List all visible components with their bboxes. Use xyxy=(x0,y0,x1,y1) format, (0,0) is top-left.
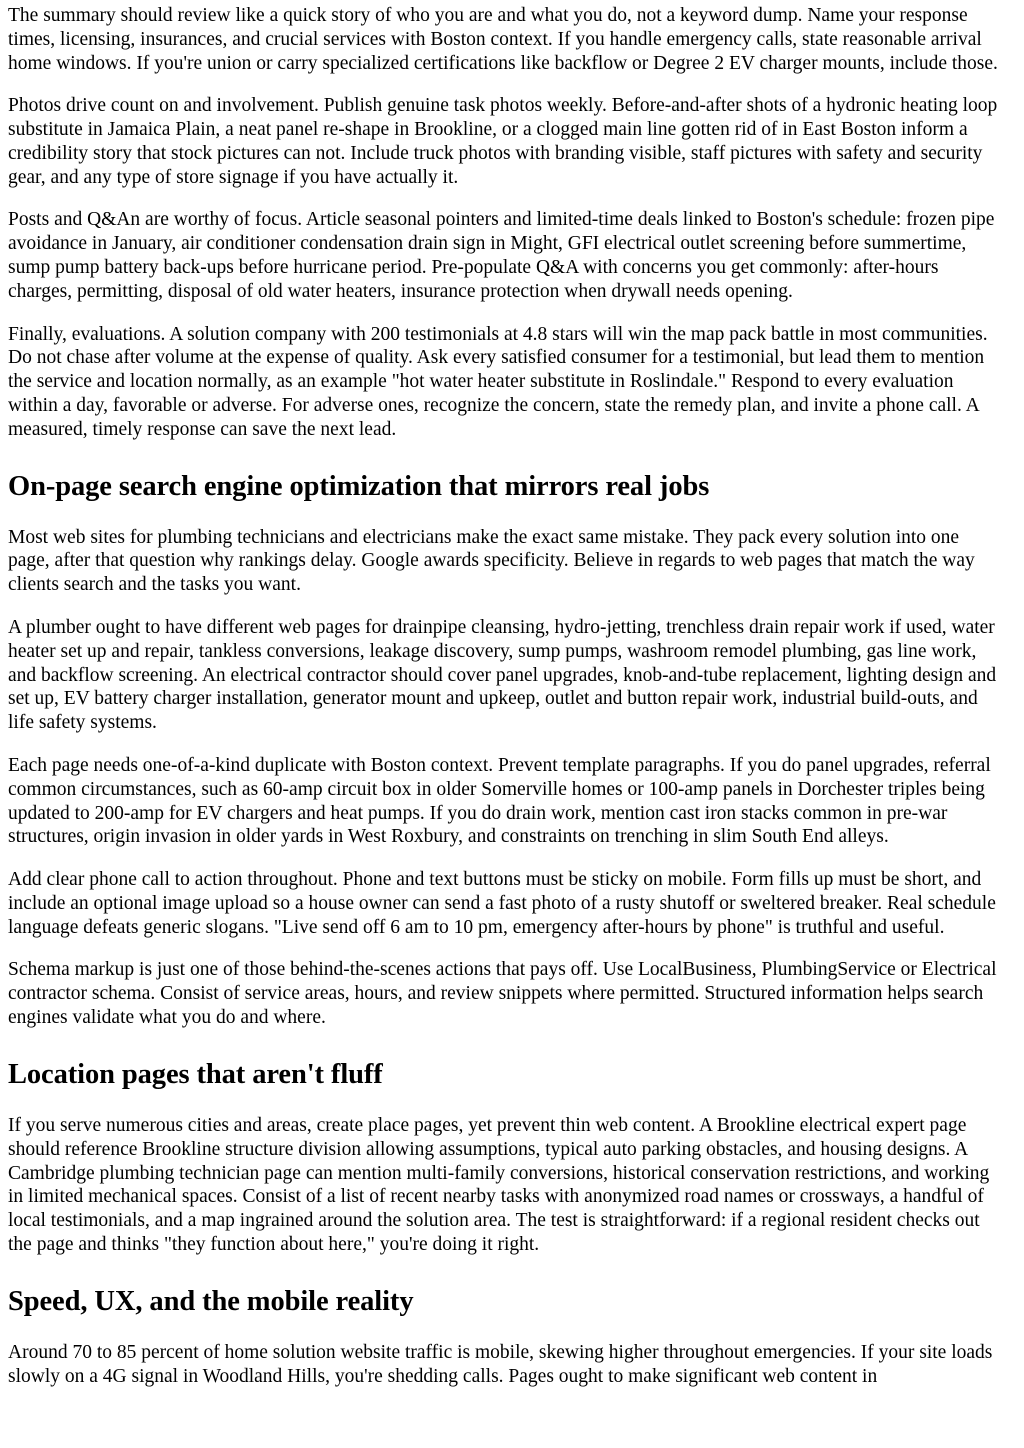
paragraph-posts-and-qa: Posts and Q&An are worthy of focus. Article seasonal pointers and limited-time deals linked to Boston's schedule: frozen pipe avoidance in January, air conditioner condensation drain sign in Might, GFI electrical outlet screening before summertime, sump pump battery back-ups before hurricane period. Pre-populate Q&A with concerns you get commonly: after-hours charges, permitting, disposal of old water heaters, insurance protection when drywall needs opening. xyxy=(8,209,995,302)
heading-speed-ux-mobile: Speed, UX, and the mobile reality xyxy=(8,1285,414,1317)
paragraph-same-mistake: Most web sites for plumbing technicians and electricians make the exact same mistake. They pack every solution into one page, after that question why rankings delay. Google awards specificity. Believe in regards to web pages that match the way clients search and the tasks you want. xyxy=(8,526,975,596)
paragraph-summary-review: The summary should review like a quick story of who you are and what you do, not a keyword dump. Name your response times, licensing, insurances, and crucial services with Boston context. If you handle emergency calls, state reasonable arrival home windows. If you're union or carry specialized certifications like backflow or Degree 2 EV charger mounts, include those. xyxy=(8,5,998,74)
paragraph-evaluations: Finally, evaluations. A solution company with 200 testimonials at 4.8 stars will win the map pack battle in most communities. Do not chase after volume at the expense of quality. Ask every satisfied consumer for a testimonial, but lead them to mention the service and location normally, as an example "hot water heater substitute in Roslindale." Respond to every evaluation within a day, favorable or adverse. For adverse ones, recognize the concern, state the remedy plan, and invite a phone call. A measured, timely response can save the next lead. xyxy=(8,323,988,440)
paragraph-different-web-pages: A plumber ought to have different web pages for drainpipe cleansing, hydro-jetting, trenchless drain repair work if used, water heater set up and repair, tankless conversions, leakage discovery, sump pumps, washroom remodel plumbing, gas line work, and backflow screening. An electrical contractor should cover panel upgrades, knob-and-tube replacement, lighting design and set up, EV battery charger installation, generator mount and upkeep, outlet and button repair work, industrial build-outs, and life safety systems. xyxy=(8,617,997,734)
heading-on-page-seo: On-page search engine optimization that mirrors real jobs xyxy=(8,470,710,502)
paragraph-place-pages: If you serve numerous cities and areas, create place pages, yet prevent thin web content. A Brookline electrical expert page should reference Brookline structure division allowing assumptions, typical auto parking obstacles, and housing designs. A Cambridge plumbing technician page can mention multi-family conversions, historical conservation restrictions, and working in limited mechanical spaces. Consist of a list of recent nearby tasks with anonymized road names or crossways, a handful of local testimonials, and a map ingrained around the solution area. The test is straightforward: if a regional resident checks out the page and thinks "they function about here," you're doing it right. xyxy=(8,1114,990,1255)
paragraph-mobile-traffic: Around 70 to 85 percent of home solution website traffic is mobile, skewing higher throughout emergencies. If your site loads slowly on a 4G signal in Woodland Hills, you're shedding calls. Pages ought to make significant web content in xyxy=(8,1341,993,1387)
paragraph-photos-drive-count: Photos drive count on and involvement. Publish genuine task photos weekly. Before-and-after shots of a hydronic heating loop substitute in Jamaica Plain, a neat panel re-shape in Brookline, or a clogged main line gotten rid of in East Boston inform a credibility story that stock pictures can not. Include truck photos with branding visible, staff pictures with safety and security gear, and any type of store signage if you have actually it. xyxy=(8,95,998,188)
paragraph-schema-markup: Schema markup is just one of those behind-the-scenes actions that pays off. Use LocalBusiness, PlumbingService or Electrical contractor schema. Consist of service areas, hours, and review snippets where permitted. Structured information helps search engines validate what you do and where. xyxy=(8,959,997,1028)
heading-location-pages: Location pages that aren't fluff xyxy=(8,1058,383,1090)
paragraph-unique-duplicate: Each page needs one-of-a-kind duplicate with Boston context. Prevent template paragraphs. If you do panel upgrades, referral common circumstances, such as 60-amp circuit box in older Somerville homes or 100-amp panels in Dorchester triples being updated to 200-amp for EV chargers and heat pumps. If you do drain work, mention cast iron stacks common in pre-war structures, origin invasion in older yards in West Roxbury, and constraints on trenching in slim South End alleys. xyxy=(8,754,991,848)
paragraph-call-to-action: Add clear phone call to action throughout. Phone and text buttons must be sticky on mobile. Form fills up must be short, and include an optional image upload so a house owner can send a fast photo of a rusty shutoff or sweltered breaker. Real schedule language defeats generic slogans. "Live send off 6 am to 10 pm, emergency after-hours by phone" is truthful and useful. xyxy=(8,869,996,938)
